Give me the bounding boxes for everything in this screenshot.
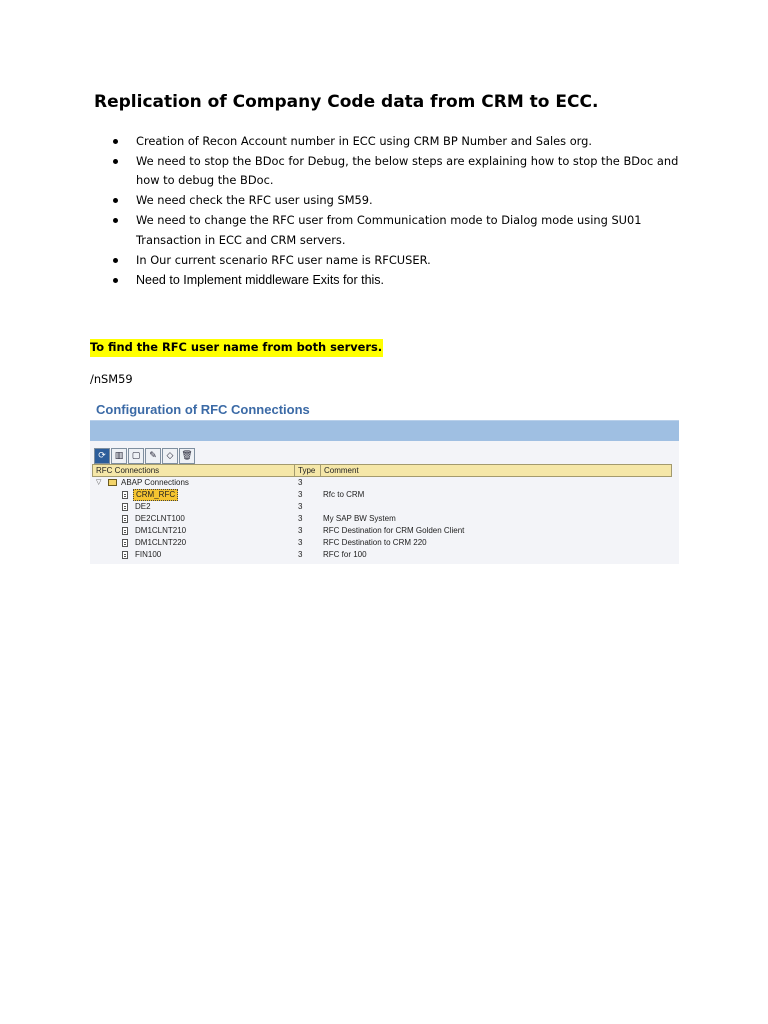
column-header: Comment: [324, 466, 359, 475]
group-name: ABAP Connections: [121, 478, 189, 487]
connection-name: FIN100: [135, 550, 162, 559]
document-icon: [122, 539, 128, 547]
bullet-line: In Our current scenario RFC user name is RFCUSER.: [136, 253, 431, 267]
tree-header: [92, 464, 672, 477]
expand-triangle-icon[interactable]: ▽: [96, 479, 102, 486]
connection-comment: RFC Destination for CRM Golden Client: [323, 526, 465, 535]
column-header: RFC Connections: [96, 466, 160, 475]
sap-screen-title: Configuration of RFC Connections: [96, 402, 310, 417]
bullet-dot: [113, 218, 118, 223]
sap-screenshot: [90, 398, 680, 564]
bullet-dot: [113, 159, 118, 164]
bullet-line: We need check the RFC user using SM59.: [136, 193, 373, 207]
table-row[interactable]: [92, 513, 672, 525]
bullet-line: Need to Implement middleware Exits for this.: [136, 273, 385, 287]
transaction-code: /nSM59: [90, 372, 133, 386]
refresh-icon[interactable]: ⟳: [94, 448, 110, 464]
connection-comment: Rfc to CRM: [323, 490, 365, 499]
page-title: Replication of Company Code data from CRM to ECC.: [94, 92, 599, 112]
highlighted-heading: To find the RFC user name from both servers.: [90, 339, 383, 357]
column-header: Type: [298, 466, 316, 475]
bullet-line: We need to stop the BDoc for Debug, the below steps are explaining how to stop the BDoc and: [136, 154, 679, 168]
folder-icon: [108, 479, 117, 486]
connection-type: 3: [298, 550, 303, 559]
bullet-dot: [113, 278, 118, 283]
connection-comment: RFC Destination to CRM 220: [323, 538, 427, 547]
create-icon[interactable]: ▢: [128, 448, 144, 464]
document-icon: [122, 491, 128, 499]
connection-comment: My SAP BW System: [323, 514, 396, 523]
document-icon: [122, 551, 128, 559]
connection-name: DE2CLNT100: [135, 514, 185, 523]
bullet-line: We need to change the RFC user from Communication mode to Dialog mode using SU01: [136, 213, 642, 227]
connection-name: CRM_RFC: [133, 489, 178, 501]
bullet-line: Transaction in ECC and CRM servers.: [136, 233, 346, 247]
connection-type: 3: [298, 502, 303, 511]
table-row[interactable]: [92, 525, 672, 537]
connection-name: DE2: [135, 502, 151, 511]
bullet-line: how to debug the BDoc.: [136, 173, 274, 187]
table-row[interactable]: [92, 549, 672, 561]
save-icon[interactable]: ▥: [111, 448, 127, 464]
test-icon[interactable]: ◇: [162, 448, 178, 464]
delete-icon[interactable]: 🗑: [179, 448, 195, 464]
bullet-line: Creation of Recon Account number in ECC using CRM BP Number and Sales org.: [136, 134, 592, 148]
document-icon: [122, 515, 128, 523]
connection-comment: RFC for 100: [323, 550, 367, 559]
connection-type: 3: [298, 538, 303, 547]
table-row[interactable]: [92, 489, 672, 501]
document-icon: [122, 503, 128, 511]
connection-name: DM1CLNT210: [135, 526, 187, 535]
table-row[interactable]: [92, 501, 672, 513]
sap-toolbar: [94, 448, 195, 464]
change-icon[interactable]: ✎: [145, 448, 161, 464]
bullet-dot: [113, 139, 118, 144]
connection-name: DM1CLNT220: [135, 538, 187, 547]
connection-type: 3: [298, 514, 303, 523]
sap-content-area: [90, 441, 679, 564]
group-type: 3: [298, 478, 303, 487]
table-row[interactable]: [92, 537, 672, 549]
document-icon: [122, 527, 128, 535]
sap-application-toolbar: [90, 420, 679, 441]
tree-node-group[interactable]: [92, 477, 672, 489]
bullet-dot: [113, 198, 118, 203]
connection-type: 3: [298, 490, 303, 499]
bullet-dot: [113, 258, 118, 263]
connection-type: 3: [298, 526, 303, 535]
